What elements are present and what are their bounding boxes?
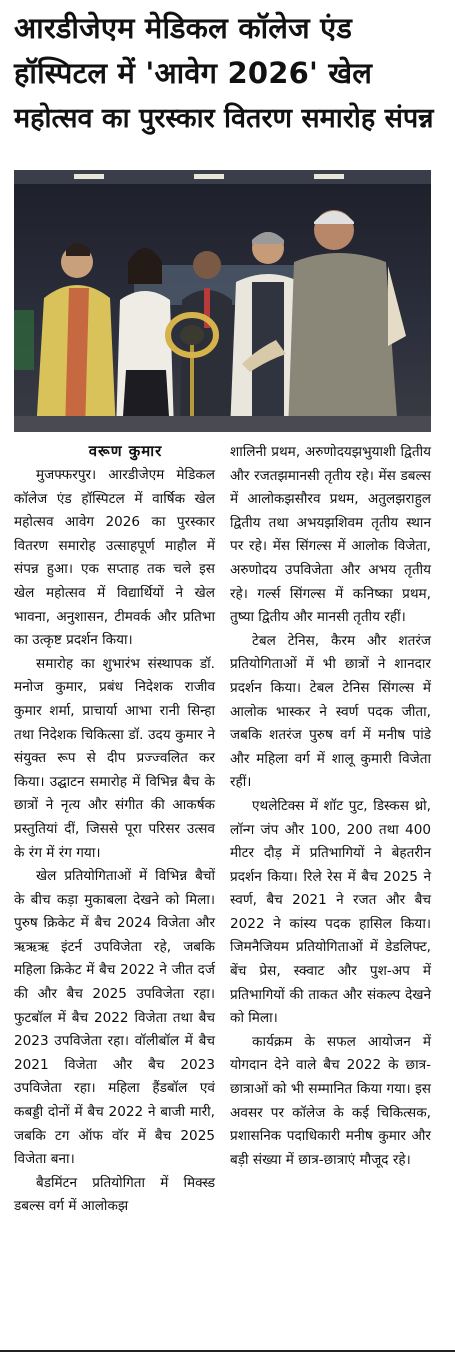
paragraph: समारोह का शुभारंभ संस्थापक डॉ. मनोज कुमार, प्रबंध निदेशक राजीव कुमार शर्मा, प्राचार्या आभा रानी सिन्हा तथा निदेशक चिकित्सा डॉ. उदय कुमार ने संयुक्त रूप से दीप प्रज्ज्वलित कर किया। उद्घाटन समारोह में विभिन्न बैच के छात्रों ने नृत्य और संगीत की आकर्षक प्रस्तुतियां दीं, जिससे पूरा परिसर उत्सव के रंग में रंग गया। xyxy=(14,655,215,861)
paragraph: शालिनी प्रथम, अरुणोदयझभुयाशी द्वितीय और रजतझमानसी तृतीय रहे। मेंस डबल्स में आलोकझसौरव प्रथम, अतुलझराहुल द्वितीय तथा अभयझशिवम तृतीय स्थान पर रहे। मेंस सिंगल्स में आलोक विजेता, अरुणोदय उपविजेता और अभय तृतीय रहे। गर्ल्स सिंगल्स में कनिष्का प्रथम, तुष्या द्वितीय और मानसी तृतीय रहीं। xyxy=(230,444,431,626)
headline-line-1: आरडीजेएम मेडिकल कॉलेज एंड xyxy=(14,11,353,45)
byline: वरूण कुमार xyxy=(88,442,163,460)
byline-box xyxy=(14,441,215,462)
headline-line-2: हॉस्पिटल में 'आवेग 2026' खेल xyxy=(14,56,373,90)
article-column-left xyxy=(14,441,215,1219)
headline xyxy=(14,6,445,142)
headline-line-3: महोत्सव का पुरस्कार वितरण समारोह संपन्न xyxy=(14,103,434,134)
article-body xyxy=(14,441,431,1349)
lamp-lighting-photo xyxy=(14,170,431,432)
paragraph: कार्यक्रम के सफल आयोजन में योगदान देने वाले बैच 2022 के छात्र-छात्राओं को भी सम्मानित किया गया। इस अवसर पर कॉलेज के कई चिकित्सक, प्रशासनिक पदाधिकारी मनीष कुमार और बड़ी संख्या में छात्र-छात्राएं मौजूद रहे। xyxy=(230,1033,431,1168)
paragraph: मुजफ्फरपुर। आरडीजेएम मेडिकल कॉलेज एंड हॉस्पिटल में वार्षिक खेल महोत्सव आवेग 2026 का पुरस्कार वितरण समारोह उत्साहपूर्ण माहौल में संपन्न हुआ। एक सप्ताह तक चले इस खेल महोत्सव में विद्यार्थियों ने खेल भावना, अनुशासन, टीमवर्क और प्रतिभा का उत्कृष्ट प्रदर्शन किया। xyxy=(14,467,215,649)
news-photo xyxy=(14,170,431,432)
paragraph: बैडमिंटन प्रतियोगिता में मिक्स्ड डबल्स वर्ग में आलोकझ xyxy=(14,1174,215,1215)
bottom-rule xyxy=(0,1350,455,1352)
paragraph: खेल प्रतियोगिताओं में विभिन्न बैचों के बीच कड़ा मुकाबला देखने को मिला। पुरुष क्रिकेट में बैच 2024 विजेता और ऋऋऋ इंटर्न उपविजेता रहे, जबकि महिला क्रिकेट में बैच 2022 ने जीत दर्ज की और बैच 2025 उपविजेता रहा। फुटबॉल में बैच 2022 विजेता तथा बैच 2023 उपविजेता रहा। वॉलीबॉल में बैच 2021 विजेता और बैच 2023 उपविजेता रहा। महिला हैंडबॉल एवं कबड्डी दोनों में बैच 2022 ने बाजी मारी, जबकि टग ऑफ वॉर में बैच 2025 विजेता बना। xyxy=(14,868,215,1168)
paragraph: टेबल टेनिस, कैरम और शतरंज प्रतियोगिताओं में भी छात्रों ने शानदार प्रदर्शन किया। टेबल टेनिस सिंगल्स में आलोक भास्कर ने स्वर्ण पदक जीता, जबकि शतरंज पुरुष वर्ग में मनीष पांडे और महिला वर्ग में शालू कुमारी विजेता रहीं। xyxy=(230,632,431,791)
paragraph: एथलेटिक्स में शॉट पुट, डिस्कस थ्रो, लॉन्ग जंप और 100, 200 तथा 400 मीटर दौड़ में प्रतिभागियों ने बेहतरीन प्रदर्शन किया। रिले रेस में बैच 2025 ने स्वर्ण, बैच 2021 ने रजत और बैच 2022 ने कांस्य पदक हासिल किया। जिमनैजियम प्रतियोगिताओं में डेडलिफ्ट, बेंच प्रेस, स्क्वाट और पुश-अप में प्रतिभागियों की ताकत और संकल्प देखने को मिला। xyxy=(230,797,431,1027)
article-column-right xyxy=(230,441,431,1172)
